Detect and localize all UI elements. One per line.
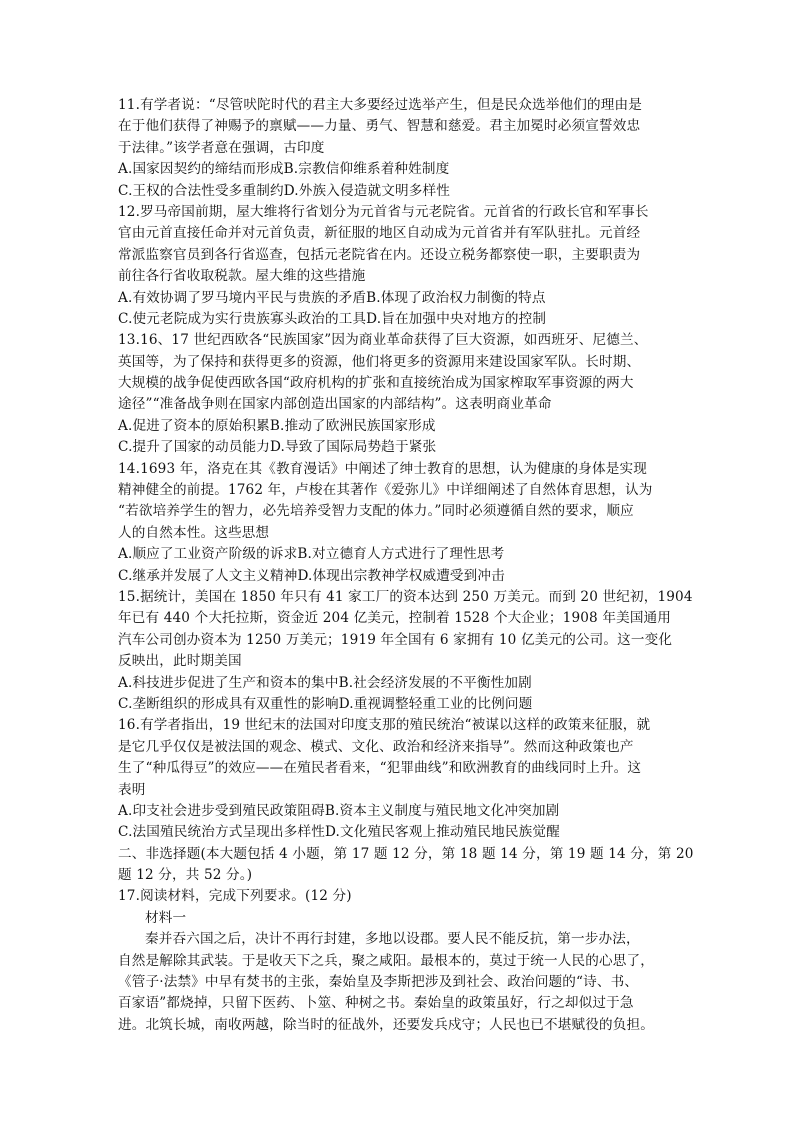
- option-line: A.国家因契约的缔结而形成B.宗教信仰维系着种姓制度: [118, 161, 450, 178]
- material-line: 秦并吞六国之后，决计不再行封建，多地以设郡。要人民不能反抗，第一步办法，: [145, 931, 640, 948]
- text-line: 大规模的战争促使西欧各国“政府机构的扩张和直接统治成为国家榨取军事资源的两大: [118, 375, 634, 392]
- text-line: 常派监察官员到各行省巡查，包括元老院省在内。还设立税务都察使一职，主要职责为: [118, 246, 641, 263]
- option-line: A.科技进步促进了生产和资本的集中B.社会经济发展的不平衡性加剧: [118, 674, 532, 691]
- text-line: 途径”“准备战争则在国家内部创造出国家的内部结构”。这表明商业革命: [118, 396, 552, 413]
- option-line: C.法国殖民统治方式呈现出多样性D.文化殖民客观上推动殖民地民族觉醒: [118, 824, 560, 841]
- option-line: A.有效协调了罗马境内平民与贵族的矛盾B.体现了政治权力制衡的特点: [118, 289, 546, 306]
- text-line: 15.据统计，美国在 1850 年只有 41 家工厂的资本达到 250 万美元。而到 20 世纪初，1904: [118, 588, 693, 605]
- text-line: 反映出，此时期美国: [118, 653, 242, 670]
- option-line: C.使元老院成为实行贵族寡头政治的工具D.旨在加强中央对地方的控制: [118, 310, 547, 327]
- material-line: 进。北筑长城，南收两越，除当时的征战外，还要发兵戍守；人民也已不堪赋役的负担。: [118, 1016, 655, 1033]
- text-line: 表明: [118, 781, 146, 798]
- text-line: 在于他们获得了神赐予的禀赋——力量、勇气、智慧和慈爱。君主加冕时必须宣誓效忠: [118, 118, 641, 135]
- option-line: C.提升了国家的动员能力D.导致了国际局势趋于紧张: [118, 439, 437, 456]
- text-line: 13.16、17 世纪西欧各“民族国家”因为商业革命获得了巨大资源，如西班牙、尼德兰、: [118, 332, 648, 349]
- option-line: A.印支社会进步受到殖民政策阻碍B.资本主义制度与殖民地文化冲突加剧: [118, 802, 560, 819]
- text-line: 精神健全的前提。1762 年，卢梭在其著作《爱弥儿》中详细阐述了自然体育思想，认为: [118, 482, 653, 499]
- option-line: A.顺应了工业资产阶级的诉求B.对立德育人方式进行了理性思考: [118, 546, 505, 563]
- text-line: 前往各行省收取税款。屋大维的这些措施: [118, 268, 366, 285]
- exam-page: [118, 95, 694, 1036]
- text-line: 16.有学者指出，19 世纪末的法国对印度支那的殖民统治“被谋以这样的政策来征服，就: [118, 717, 651, 734]
- text-line: 11.有学者说：“尽管吠陀时代的君主大多要经过选举产生，但是民众选举他们的理由是: [118, 97, 642, 113]
- material-line: 百家语”都烧掉，只留下医药、卜筮、种树之书。秦始皇的政策虽好，行之却似过于急: [118, 995, 634, 1012]
- text-line: “若欲培养学生的智力，必先培养受智力支配的体力。”同时必须遵循自然的要求，顺应: [118, 503, 634, 520]
- text-line: 年已有 440 个大托拉斯，资金近 204 亿美元，控制着 1528 个大企业；1908 年美国通用: [118, 610, 672, 627]
- option-line: C.垄断组织的形成具有双重性的影响D.重视调整轻重工业的比例问题: [118, 695, 533, 712]
- text-line: 12.罗马帝国前期，屋大维将行省划分为元首省与元老院省。元首省的行政长官和军事长: [118, 203, 649, 220]
- option-line: A.促进了资本的原始积累B.推动了欧洲民族国家形成: [118, 417, 436, 434]
- material-heading: 材料一: [145, 909, 187, 926]
- text-line: 生了“种瓜得豆”的效应——在殖民者看来，“犯罪曲线”和欧洲教育的曲线同时上升。这: [118, 760, 642, 777]
- material-line: 《管子·法禁》中早有焚书的主张，秦始皇及李斯把涉及到社会、政治问题的“诗、书、: [118, 974, 639, 991]
- text-line: 于法律。”该学者意在强调，古印度: [118, 139, 325, 156]
- text-line: 是它几乎仅仅是被法国的观念、模式、文化、政治和经济来指导”。然而这种政策也产: [118, 738, 634, 755]
- text-line: 人的自然本性。这些思想: [118, 524, 270, 541]
- option-line: C.继承并发展了人文主义精神D.体现出宗教神学权威遭受到冲击: [118, 567, 505, 584]
- section-heading: 题 12 分，共 52 分。): [118, 867, 253, 884]
- option-line: C.王权的合法性受多重制约D.外族入侵造就文明多样性: [118, 182, 450, 199]
- text-line: 14.1693 年，洛克在其《教育漫话》中阐述了绅士教育的思想，认为健康的身体是实现: [118, 460, 648, 477]
- question-heading: 17.阅读材料，完成下列要求。(12 分): [118, 888, 352, 905]
- section-heading: 二、非选择题(本大题包括 4 小题，第 17 题 12 分，第 18 题 14 分，第 19 题 14 分，第 20: [118, 845, 694, 862]
- text-line: 汽车公司创办资本为 1250 万美元；1919 年全国有 6 家拥有 10 亿美元的公司。这一变化: [118, 631, 673, 648]
- material-line: 自然是解除其武装。于是收天下之兵，聚之咸阳。最根本的，莫过于统一人民的心思了，: [118, 952, 655, 969]
- text-line: 官由元首直接任命并对元首负责，新征服的地区自动成为元首省并有军队驻扎。元首经: [118, 225, 641, 242]
- text-line: 英国等，为了保持和获得更多的资源，他们将更多的资源用来建设国家军队。长时期、: [118, 353, 641, 370]
